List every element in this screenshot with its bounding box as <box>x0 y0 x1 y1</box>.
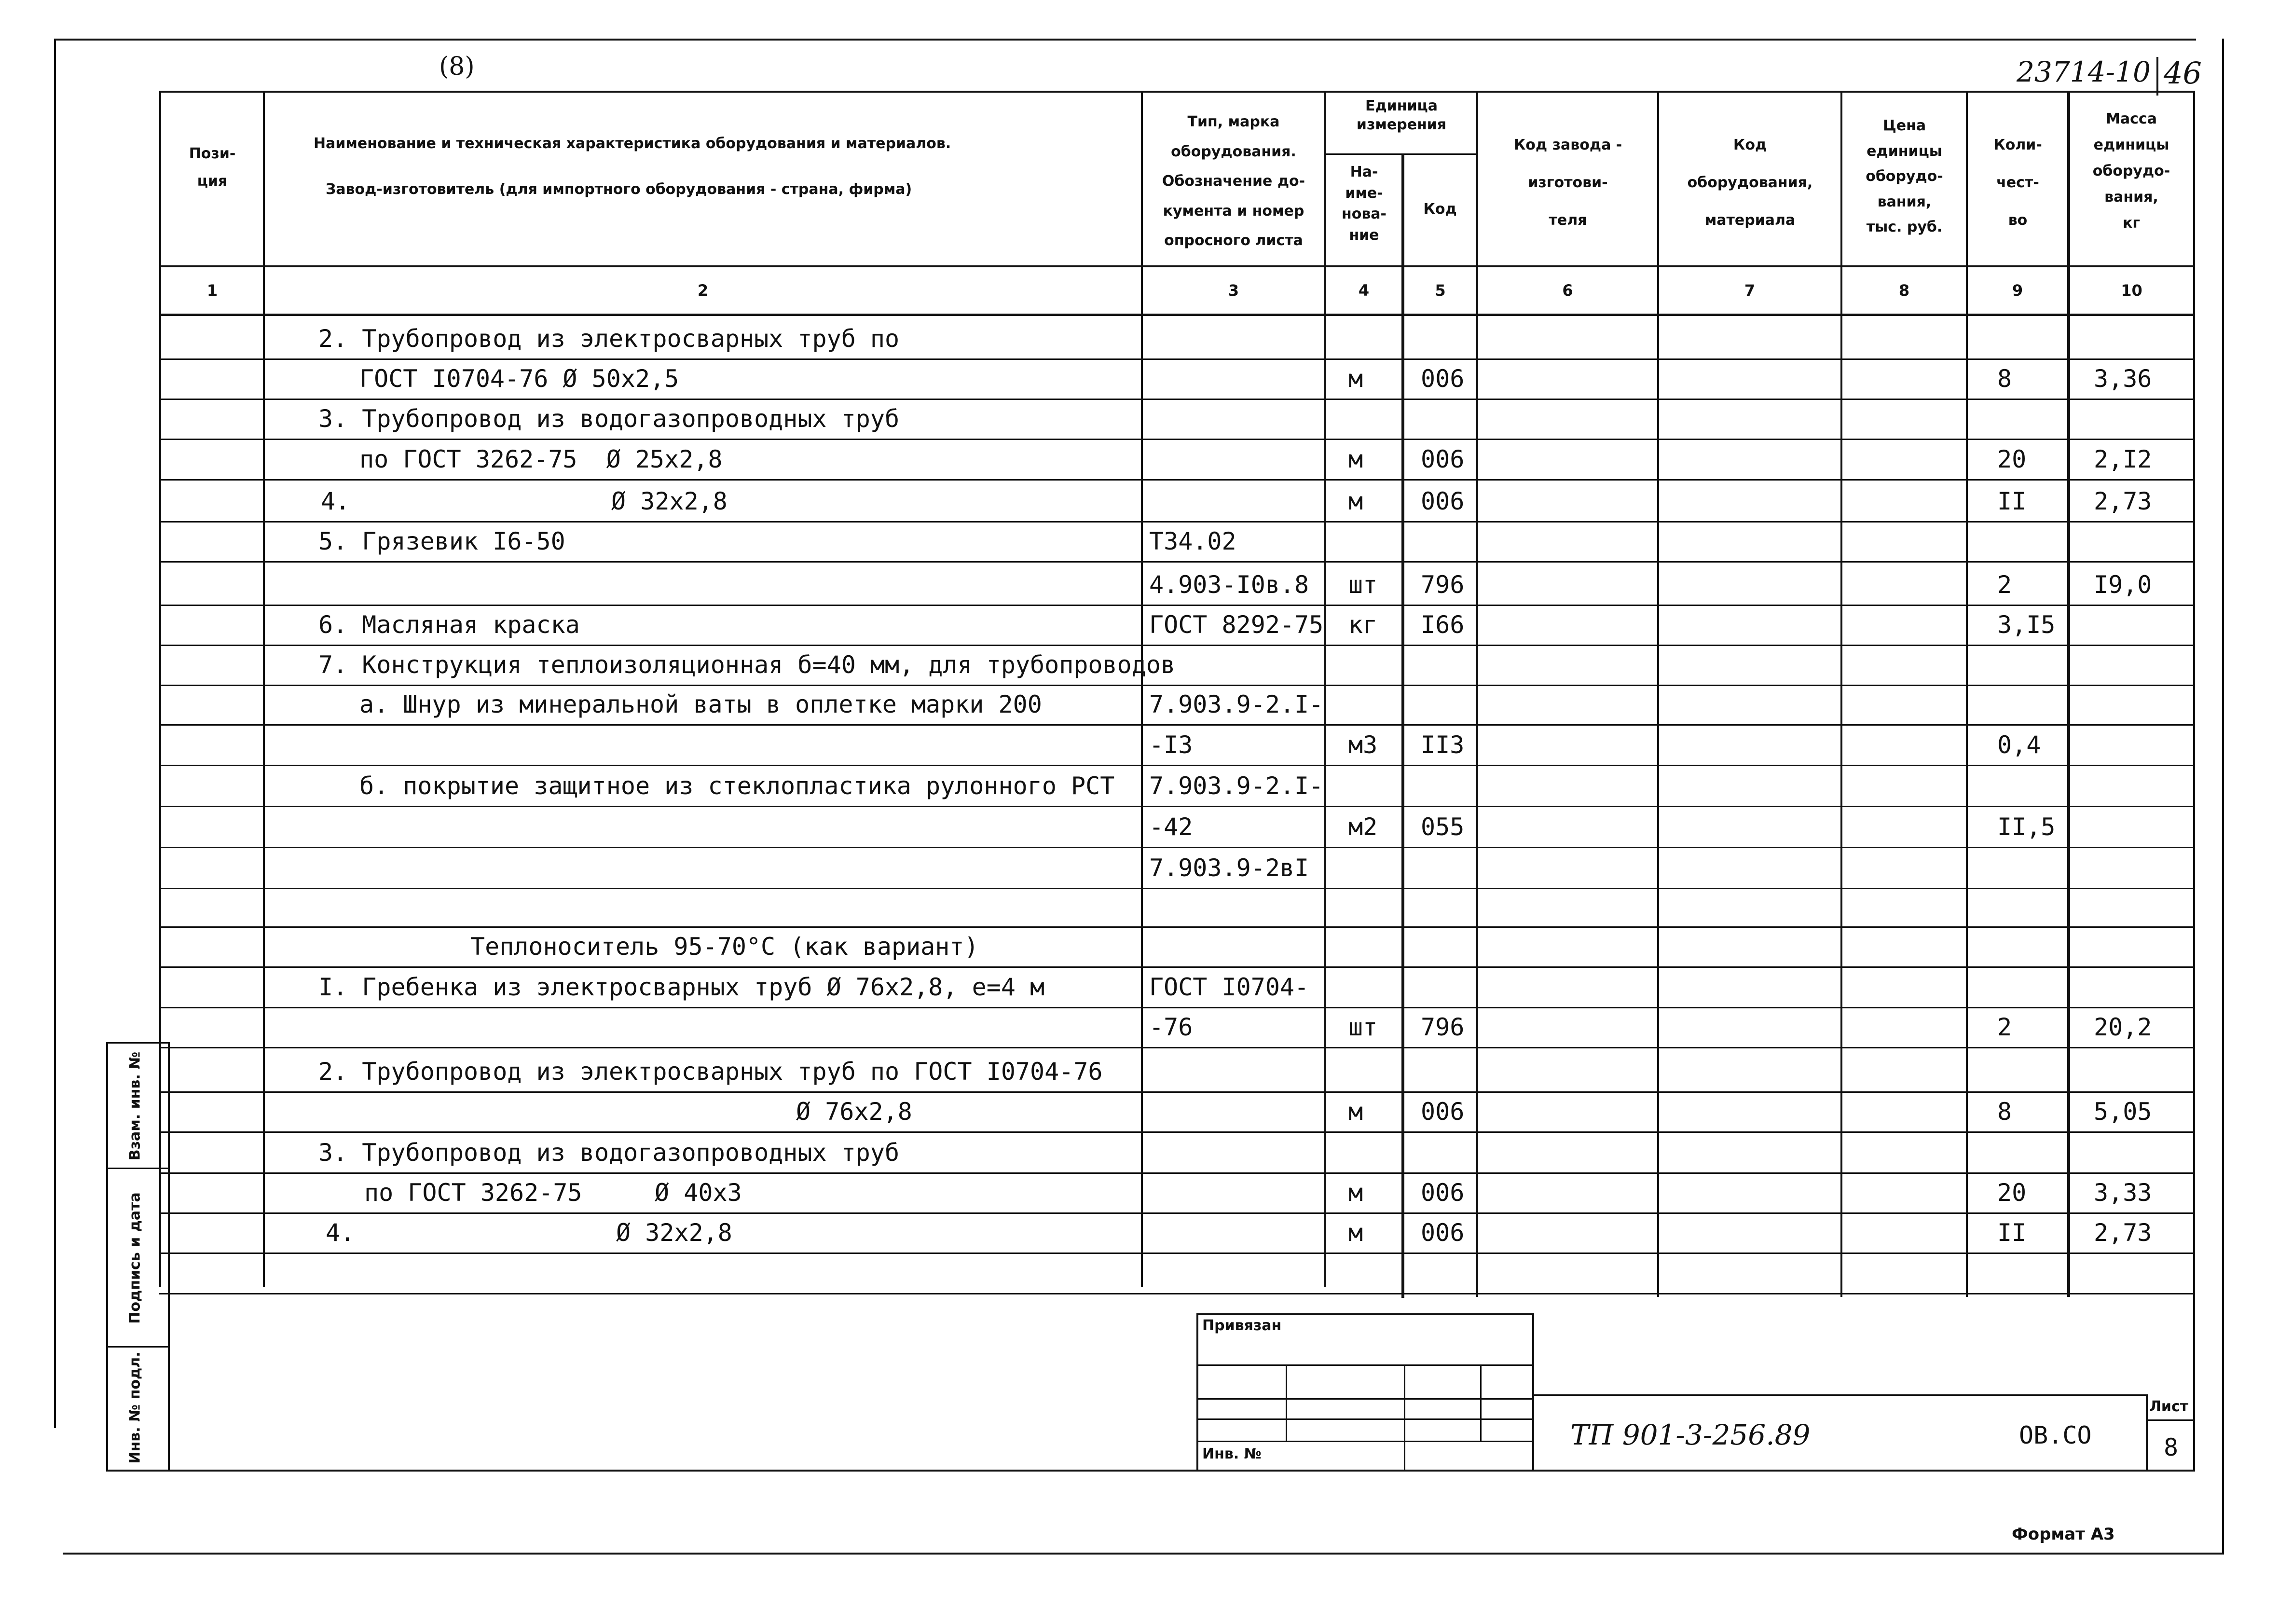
row-mass: I9,0 <box>2094 571 2152 599</box>
page-top-label: (8) <box>439 52 475 81</box>
row-separator <box>159 561 2195 563</box>
row-code: II3 <box>1421 731 1465 759</box>
outer-frame-top <box>54 39 2196 41</box>
row-code: 006 <box>1421 1179 1465 1207</box>
row-name: 5. Грязевик I6-50 <box>318 527 565 555</box>
stamp-col-2 <box>1404 1364 1405 1471</box>
row-type: 7.903.9-2.I- <box>1149 690 1324 718</box>
col-line-5 <box>1401 154 1404 1298</box>
row-separator <box>159 806 2195 807</box>
inner-frame-top <box>159 91 2193 93</box>
sheet-label: Лист <box>2149 1398 2189 1415</box>
row-unit: м <box>1348 1098 1363 1126</box>
document-section: ОВ.СО <box>2019 1421 2092 1449</box>
row-type: ГОСТ I0704- <box>1149 973 1309 1001</box>
row-type: ГОСТ 8292-75 <box>1149 611 1324 639</box>
stamp-top <box>1196 1313 1534 1315</box>
header-name-line1: Наименование и техническая характеристика оборудования и материалов. <box>314 135 951 152</box>
row-name: Ø 76x2,8 <box>796 1098 912 1126</box>
row-type: -I3 <box>1149 731 1193 759</box>
colnum-8: 8 <box>1898 281 1910 300</box>
inner-frame-right <box>2193 91 2195 1471</box>
stamp-row-3 <box>1196 1418 1534 1420</box>
row-quantity: 2 <box>1997 1013 2012 1041</box>
row-quantity: II <box>1997 487 2027 515</box>
row-separator <box>159 439 2195 440</box>
inner-frame-bottom <box>106 1470 2195 1472</box>
stamp-col-3 <box>1480 1364 1482 1442</box>
row-mass: 3,36 <box>2094 365 2152 393</box>
outer-frame-right <box>2222 39 2224 1554</box>
stamp-row-4 <box>1196 1441 1534 1442</box>
row-quantity: 8 <box>1997 1098 2012 1126</box>
header-price: Цена единицы оборудо- вания, тыс. руб. <box>1866 117 1943 235</box>
col-line-2 <box>263 91 265 1287</box>
row-type: 7.903.9-2вI <box>1149 854 1309 882</box>
stamp-col-1 <box>1286 1364 1287 1442</box>
row-mass: 2,I2 <box>2094 445 2152 473</box>
row-quantity: 2 <box>1997 571 2012 599</box>
row-mass: 2,73 <box>2094 487 2152 515</box>
header-unit-name: На- име- нова- ние <box>1341 164 1387 244</box>
row-code: 006 <box>1421 1219 1465 1247</box>
row-separator <box>159 1131 2195 1133</box>
sheet-number: 8 <box>2164 1433 2179 1461</box>
col-line-4 <box>1324 91 1326 1287</box>
unit-group-line <box>1324 153 1478 155</box>
row-separator <box>159 1212 2195 1214</box>
row-quantity: II <box>1997 1219 2027 1247</box>
stamp-privyazan: Привязан <box>1202 1317 1282 1334</box>
row-type: Т34.02 <box>1149 527 1236 555</box>
corner-number-box <box>2156 57 2158 96</box>
row-separator <box>159 966 2195 968</box>
row-separator <box>159 724 2195 726</box>
row-unit: шт <box>1348 1013 1378 1041</box>
row-separator <box>159 1293 2195 1294</box>
row-quantity: II,5 <box>1997 813 2056 841</box>
row-code: 055 <box>1421 813 1465 841</box>
colnum-bottom-line <box>159 314 2195 316</box>
header-type: Тип, марка оборудования. Обозначение до- кумента и номер опросного листа <box>1162 113 1305 249</box>
row-name: I. Гребенка из электросварных труб Ø 76x2,8, е=4 м <box>318 973 1045 1001</box>
sheet-box-left <box>2146 1394 2148 1471</box>
row-separator <box>159 1091 2195 1093</box>
colnum-6: 6 <box>1562 281 1573 300</box>
col-line-9 <box>1966 91 1968 1297</box>
colnum-2: 2 <box>697 281 709 300</box>
colnum-3: 3 <box>1228 281 1239 300</box>
row-mass: 20,2 <box>2094 1013 2152 1041</box>
row-quantity: 20 <box>1997 1179 2027 1207</box>
row-separator <box>159 926 2195 928</box>
corner-number: 46 <box>2164 55 2202 91</box>
row-separator <box>159 847 2195 848</box>
row-unit: м <box>1348 1219 1363 1247</box>
row-separator <box>159 358 2195 360</box>
colnum-9: 9 <box>2012 281 2023 300</box>
row-name: а. Шнур из минеральной ваты в оплетке марки 200 <box>359 690 1042 718</box>
sheet-box-mid <box>2146 1419 2194 1421</box>
row-name: ГОСТ I0704-76 Ø 50x2,5 <box>359 365 679 393</box>
header-unit-code: Код <box>1423 201 1457 218</box>
row-quantity: 0,4 <box>1997 731 2041 759</box>
row-name: по ГОСТ 3262-75 Ø 40x3 <box>364 1179 742 1207</box>
row-separator <box>159 645 2195 646</box>
row-name: 7. Конструкция теплоизоляционная б=40 мм, для трубопроводов <box>318 651 1176 679</box>
row-separator <box>159 888 2195 889</box>
row-unit: м <box>1348 445 1363 473</box>
row-code: 796 <box>1421 571 1465 599</box>
header-mass: Масса единицы оборудо- вания, кг <box>2092 110 2170 232</box>
row-name: 4. Ø 32x2,8 <box>321 487 728 515</box>
row-name: по ГОСТ 3262-75 Ø 25x2,8 <box>359 445 723 473</box>
row-name: Теплоноситель 95-70°С (как вариант) <box>470 933 979 961</box>
side-strip-right <box>168 1042 170 1472</box>
header-plant-code: Код завода - изготови- теля <box>1513 137 1622 229</box>
row-separator <box>159 685 2195 686</box>
row-name: 4. Ø 32x2,8 <box>326 1219 732 1247</box>
colnum-1: 1 <box>206 281 218 300</box>
row-separator <box>159 399 2195 400</box>
header-bottom-line <box>159 265 2195 267</box>
format-label: Формат А3 <box>2012 1525 2115 1544</box>
row-name: б. покрытие защитное из стеклопластика рулонного РСТ <box>359 772 1115 800</box>
row-name: 2. Трубопровод из электросварных труб по ГОСТ I0704-76 <box>318 1058 1103 1086</box>
row-type: -76 <box>1149 1013 1193 1041</box>
row-unit: м3 <box>1348 731 1378 759</box>
header-quantity: Коли- чест- во <box>1993 137 2042 229</box>
stamp-left <box>1196 1313 1198 1471</box>
row-separator <box>159 765 2195 766</box>
stamp-inv-no: Инв. № <box>1202 1445 1262 1462</box>
row-name: 3. Трубопровод из водогазопроводных труб <box>318 405 900 433</box>
row-separator <box>159 605 2195 606</box>
row-separator <box>159 1252 2195 1254</box>
row-mass: 5,05 <box>2094 1098 2152 1126</box>
stamp-row-1 <box>1196 1364 1534 1366</box>
document-designation: ТП 901-3-256.89 <box>1570 1418 1811 1451</box>
row-unit: шт <box>1348 571 1378 599</box>
row-name: 2. Трубопровод из электросварных труб по <box>318 325 900 353</box>
side-strip-left <box>106 1042 108 1472</box>
inner-frame-left <box>159 91 161 1287</box>
row-code: I66 <box>1421 611 1465 639</box>
side-label-podpis: Подпись и дата <box>126 1192 144 1324</box>
row-unit: кг <box>1348 611 1378 639</box>
col-line-6 <box>1476 91 1478 1297</box>
row-code: 006 <box>1421 487 1465 515</box>
row-code: 796 <box>1421 1013 1465 1041</box>
header-name-line2: Завод-изготовитель (для импортного оборудования - страна, фирма) <box>326 181 912 198</box>
row-code: 006 <box>1421 445 1465 473</box>
col-line-8 <box>1840 91 1842 1297</box>
row-unit: м <box>1348 487 1363 515</box>
row-unit: м <box>1348 1179 1363 1207</box>
row-quantity: 3,I5 <box>1997 611 2056 639</box>
title-block-top <box>1534 1394 2147 1396</box>
colnum-4: 4 <box>1358 281 1370 300</box>
side-label-vzam: Взам. инв. № <box>126 1051 144 1161</box>
row-separator <box>159 1047 2195 1048</box>
row-code: 006 <box>1421 1098 1465 1126</box>
colnum-5: 5 <box>1435 281 1446 300</box>
row-separator <box>159 1172 2195 1174</box>
colnum-10: 10 <box>2121 281 2142 300</box>
row-code: 006 <box>1421 365 1465 393</box>
row-unit: м <box>1348 365 1363 393</box>
row-mass: 2,73 <box>2094 1219 2152 1247</box>
stamp-right <box>1532 1313 1534 1471</box>
header-equipment-code: Код оборудования, материала <box>1687 137 1813 229</box>
row-name: 6. Масляная краска <box>318 611 580 639</box>
row-quantity: 8 <box>1997 365 2012 393</box>
archive-number: 23714-10 <box>2017 55 2151 88</box>
header-position: Пози- ция <box>189 145 236 190</box>
header-unit-group: Единица измерения <box>1356 97 1447 133</box>
row-type: -42 <box>1149 813 1193 841</box>
outer-frame-bottom <box>63 1553 2224 1555</box>
row-type: 4.903-I0в.8 <box>1149 571 1309 599</box>
row-separator <box>159 521 2195 523</box>
row-quantity: 20 <box>1997 445 2027 473</box>
row-unit: м2 <box>1348 813 1378 841</box>
col-line-7 <box>1657 91 1659 1297</box>
col-line-10 <box>2067 91 2070 1297</box>
row-mass: 3,33 <box>2094 1179 2152 1207</box>
outer-frame-left <box>54 39 56 1428</box>
stamp-row-2 <box>1196 1398 1534 1400</box>
col-line-3 <box>1141 91 1143 1287</box>
colnum-7: 7 <box>1744 281 1756 300</box>
row-separator <box>159 1007 2195 1008</box>
row-name: 3. Трубопровод из водогазопроводных труб <box>318 1139 900 1167</box>
row-type: 7.903.9-2.I- <box>1149 772 1324 800</box>
side-label-inv-podl: Инв. № подл. <box>126 1351 144 1464</box>
row-separator <box>159 479 2195 481</box>
